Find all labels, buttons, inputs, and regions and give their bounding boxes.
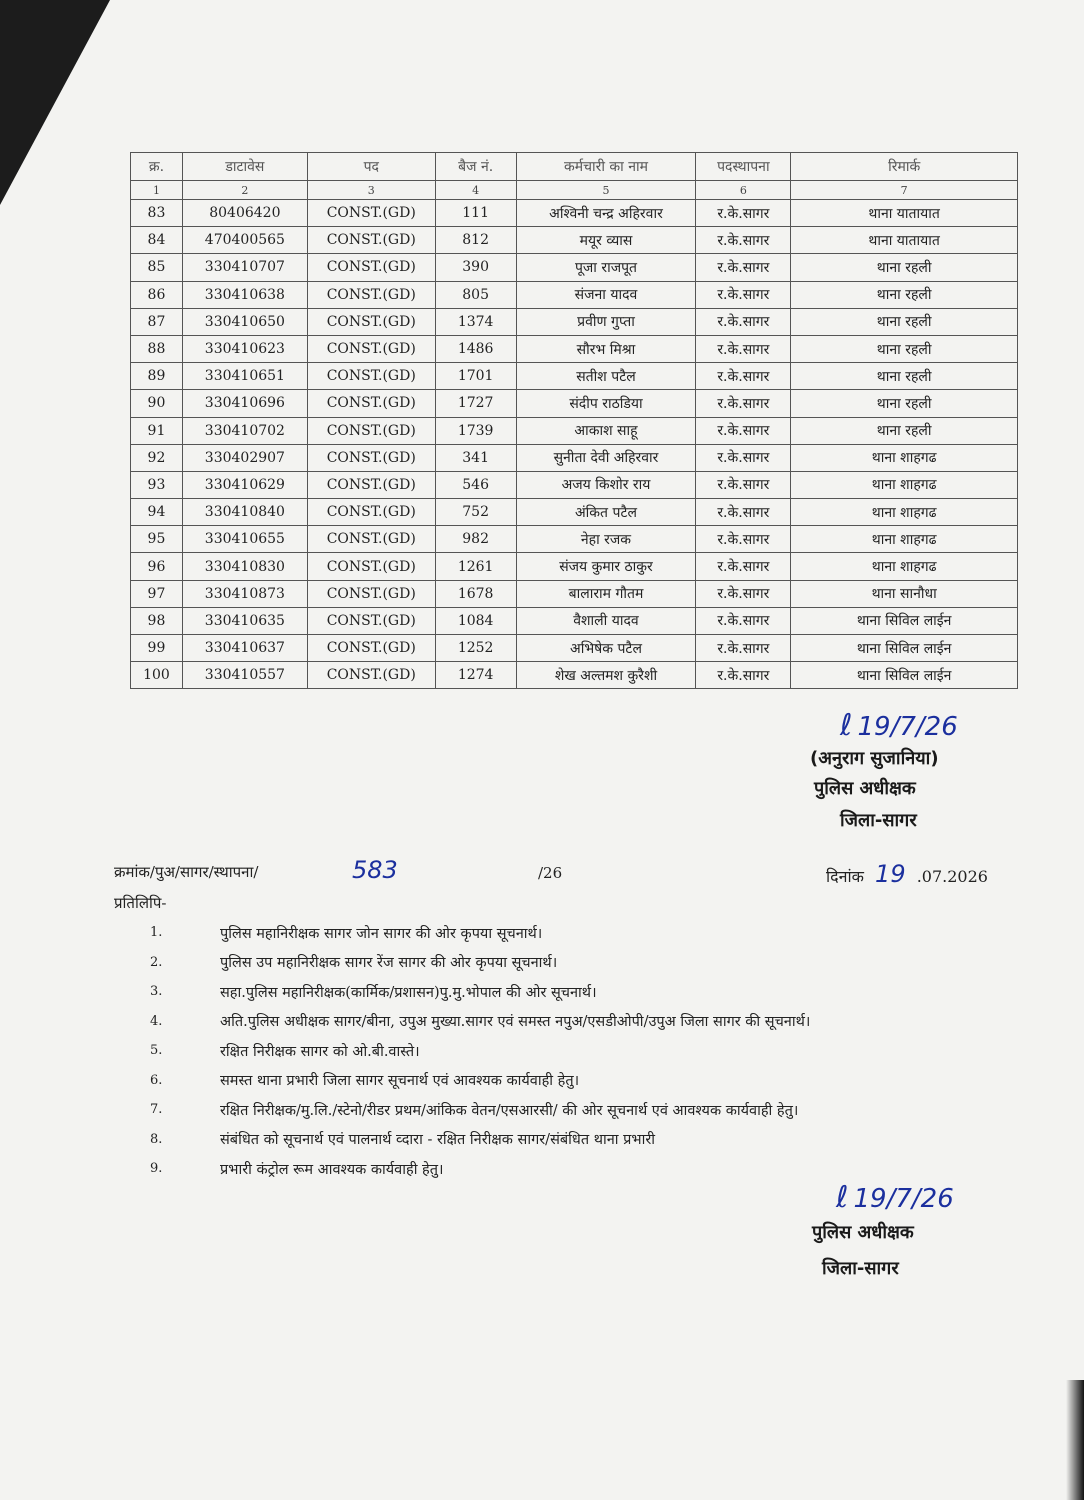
bottom-signature-initial: ℓ xyxy=(836,1180,849,1215)
cell-badge: 1261 xyxy=(435,553,516,580)
list-item-number: 3. xyxy=(150,984,163,1000)
list-item-number: 5. xyxy=(150,1043,163,1059)
cell-remark: थाना सिविल लाईन xyxy=(791,607,1018,634)
table-row xyxy=(131,200,1018,227)
cell-serial: 100 xyxy=(131,662,183,689)
cell-badge: 1701 xyxy=(435,363,516,390)
cell-serial: 84 xyxy=(131,227,183,254)
bottom-signature-block xyxy=(812,1180,1012,1280)
column-number: 1 xyxy=(131,181,183,200)
list-item-number: 8. xyxy=(150,1131,163,1147)
table-row xyxy=(131,417,1018,444)
cell-badge: 1486 xyxy=(435,335,516,362)
cell-name: अजय किशोर राय xyxy=(516,471,696,498)
signature-initial: ℓ xyxy=(840,708,853,743)
table-body xyxy=(131,200,1018,689)
cell-post: CONST.(GD) xyxy=(307,281,435,308)
cell-database: 330410637 xyxy=(182,635,307,662)
cell-serial: 93 xyxy=(131,471,183,498)
cell-database: 80406420 xyxy=(182,200,307,227)
table-header-row xyxy=(131,153,1018,181)
cell-posting: र.के.सागर xyxy=(696,607,791,634)
signatory-designation: पुलिस अधीक्षक xyxy=(814,778,916,799)
table-row xyxy=(131,553,1018,580)
signatory-name: (अनुराग सुजानिया) xyxy=(810,748,939,769)
cell-post: CONST.(GD) xyxy=(307,363,435,390)
cell-badge: 1084 xyxy=(435,607,516,634)
cell-posting: र.के.सागर xyxy=(696,444,791,471)
cell-posting: र.के.सागर xyxy=(696,200,791,227)
cell-serial: 90 xyxy=(131,390,183,417)
cell-posting: र.के.सागर xyxy=(696,417,791,444)
cell-post: CONST.(GD) xyxy=(307,227,435,254)
cell-name: संदीप राठडिया xyxy=(516,390,696,417)
cell-serial: 86 xyxy=(131,281,183,308)
cell-database: 330410655 xyxy=(182,526,307,553)
header-remark: रिमार्क xyxy=(791,153,1018,181)
table-row xyxy=(131,499,1018,526)
cell-database: 330410635 xyxy=(182,607,307,634)
cell-posting: र.के.सागर xyxy=(696,390,791,417)
cell-name: अभिषेक पटैल xyxy=(516,635,696,662)
cell-badge: 752 xyxy=(435,499,516,526)
cell-post: CONST.(GD) xyxy=(307,471,435,498)
list-item-number: 6. xyxy=(150,1072,163,1088)
cell-remark: थाना शाहगढ xyxy=(791,444,1018,471)
cell-remark: थाना शाहगढ xyxy=(791,526,1018,553)
cell-database: 330410840 xyxy=(182,499,307,526)
cell-post: CONST.(GD) xyxy=(307,335,435,362)
cell-posting: र.के.सागर xyxy=(696,308,791,335)
cell-badge: 812 xyxy=(435,227,516,254)
cell-post: CONST.(GD) xyxy=(307,390,435,417)
header-posting: पदस्थापना xyxy=(696,153,791,181)
cell-remark: थाना शाहगढ xyxy=(791,471,1018,498)
cell-posting: र.के.सागर xyxy=(696,281,791,308)
cell-post: CONST.(GD) xyxy=(307,662,435,689)
column-number-row xyxy=(131,181,1018,200)
page-corner-shadow xyxy=(0,0,110,205)
list-item-text: संबंधित को सूचनार्थ एवं पालनार्थ व्दारा - रक्षित निरीक्षक सागर/संबंधित थाना प्रभारी xyxy=(220,1132,656,1149)
list-item xyxy=(150,1125,810,1155)
list-item xyxy=(150,918,810,948)
bottom-designation: पुलिस अधीक्षक xyxy=(812,1222,914,1243)
cell-serial: 85 xyxy=(131,254,183,281)
list-item-number: 7. xyxy=(150,1102,163,1118)
cell-serial: 88 xyxy=(131,335,183,362)
cell-remark: थाना रहली xyxy=(791,281,1018,308)
list-item-text: अति.पुलिस अधीक्षक सागर/बीना, उपुअ मुख्या.सागर एवं समस्त नपुअ/एसडीओपी/उपुअ जिला सागर की सूचनार्थ। xyxy=(220,1014,811,1031)
cell-remark: थाना रहली xyxy=(791,254,1018,281)
cell-serial: 99 xyxy=(131,635,183,662)
cell-name: आकाश साहू xyxy=(516,417,696,444)
cell-remark: थाना सिविल लाईन xyxy=(791,635,1018,662)
table-row xyxy=(131,227,1018,254)
cell-database: 330410623 xyxy=(182,335,307,362)
cell-post: CONST.(GD) xyxy=(307,200,435,227)
cell-name: बालाराम गौतम xyxy=(516,580,696,607)
cell-post: CONST.(GD) xyxy=(307,254,435,281)
cell-database: 330410629 xyxy=(182,471,307,498)
date-day: 19 xyxy=(875,860,906,888)
cell-remark: थाना रहली xyxy=(791,363,1018,390)
cell-posting: र.के.सागर xyxy=(696,471,791,498)
table-row xyxy=(131,254,1018,281)
cell-serial: 89 xyxy=(131,363,183,390)
cell-database: 330410702 xyxy=(182,417,307,444)
cell-badge: 111 xyxy=(435,200,516,227)
cell-name: संजय कुमार ठाकुर xyxy=(516,553,696,580)
list-item-number: 9. xyxy=(150,1161,163,1177)
list-item-text: रक्षित निरीक्षक सागर को ओ.बी.वास्ते। xyxy=(220,1043,420,1060)
signature-date: 19/7/26 xyxy=(857,712,958,742)
cell-posting: र.के.सागर xyxy=(696,580,791,607)
bottom-district: जिला-सागर xyxy=(822,1258,899,1279)
list-item xyxy=(150,1066,810,1096)
cell-name: अंकित पटैल xyxy=(516,499,696,526)
cell-remark: थाना यातायात xyxy=(791,200,1018,227)
cell-serial: 92 xyxy=(131,444,183,471)
cell-post: CONST.(GD) xyxy=(307,580,435,607)
cell-serial: 83 xyxy=(131,200,183,227)
table-row xyxy=(131,444,1018,471)
cell-database: 330410830 xyxy=(182,553,307,580)
cell-remark: थाना रहली xyxy=(791,308,1018,335)
list-item-text: रक्षित निरीक्षक/मु.लि./स्टेनो/रीडर प्रथम/आंकिक वेतन/एसआरसी/ की ओर सूचनार्थ एवं आवश्यक कार्यवाही हेतु। xyxy=(220,1102,799,1119)
column-number: 3 xyxy=(307,181,435,200)
cell-database: 330410707 xyxy=(182,254,307,281)
table-row xyxy=(131,635,1018,662)
column-number: 6 xyxy=(696,181,791,200)
list-item-number: 2. xyxy=(150,954,163,970)
cell-posting: र.के.सागर xyxy=(696,227,791,254)
copy-to-list xyxy=(150,918,810,1184)
reference-year: /26 xyxy=(538,864,563,882)
cell-serial: 87 xyxy=(131,308,183,335)
cell-badge: 1374 xyxy=(435,308,516,335)
header-post: पद xyxy=(307,153,435,181)
cell-database: 330410873 xyxy=(182,580,307,607)
cell-name: नेहा रजक xyxy=(516,526,696,553)
table-row xyxy=(131,363,1018,390)
cell-serial: 94 xyxy=(131,499,183,526)
cell-remark: थाना सिविल लाईन xyxy=(791,662,1018,689)
cell-name: वैशाली यादव xyxy=(516,607,696,634)
list-item xyxy=(150,977,810,1007)
cell-database: 330402907 xyxy=(182,444,307,471)
cell-post: CONST.(GD) xyxy=(307,607,435,634)
cell-database: 330410651 xyxy=(182,363,307,390)
list-item-text: पुलिस उप महानिरीक्षक सागर रेंज सागर की ओर कृपया सूचनार्थ। xyxy=(220,955,558,972)
cell-post: CONST.(GD) xyxy=(307,444,435,471)
list-item-number: 4. xyxy=(150,1013,163,1029)
cell-posting: र.के.सागर xyxy=(696,335,791,362)
cell-badge: 1252 xyxy=(435,635,516,662)
cell-name: सतीश पटैल xyxy=(516,363,696,390)
cell-remark: थाना रहली xyxy=(791,390,1018,417)
cell-name: संजना यादव xyxy=(516,281,696,308)
table-row xyxy=(131,308,1018,335)
bottom-handwritten-signature xyxy=(812,1180,1012,1214)
cell-name: शेख अल्तमश कुरैशी xyxy=(516,662,696,689)
column-number: 2 xyxy=(182,181,307,200)
handwritten-signature xyxy=(810,708,1020,744)
cell-name: सौरभ मिश्रा xyxy=(516,335,696,362)
cell-posting: र.के.सागर xyxy=(696,499,791,526)
page-edge-shadow xyxy=(1066,1380,1084,1500)
cell-name: पूजा राजपूत xyxy=(516,254,696,281)
cell-badge: 546 xyxy=(435,471,516,498)
cell-database: 330410638 xyxy=(182,281,307,308)
list-item xyxy=(150,1095,810,1125)
bottom-signature-date: 19/7/26 xyxy=(853,1184,954,1214)
table-row xyxy=(131,335,1018,362)
cell-remark: थाना रहली xyxy=(791,335,1018,362)
cell-post: CONST.(GD) xyxy=(307,499,435,526)
list-item-text: पुलिस महानिरीक्षक सागर जोन सागर की ओर कृपया सूचनार्थ। xyxy=(220,925,543,942)
cell-badge: 390 xyxy=(435,254,516,281)
cell-posting: र.के.सागर xyxy=(696,526,791,553)
cell-posting: र.के.सागर xyxy=(696,363,791,390)
list-item xyxy=(150,1007,810,1037)
cell-post: CONST.(GD) xyxy=(307,553,435,580)
table-row xyxy=(131,580,1018,607)
list-item xyxy=(150,948,810,978)
cell-serial: 91 xyxy=(131,417,183,444)
table-row xyxy=(131,526,1018,553)
date-rest: .07.2026 xyxy=(916,867,988,886)
column-number: 4 xyxy=(435,181,516,200)
cell-badge: 1274 xyxy=(435,662,516,689)
cell-badge: 1727 xyxy=(435,390,516,417)
cell-database: 330410557 xyxy=(182,662,307,689)
cell-remark: थाना रहली xyxy=(791,417,1018,444)
cell-badge: 1739 xyxy=(435,417,516,444)
table-row xyxy=(131,281,1018,308)
cell-badge: 982 xyxy=(435,526,516,553)
cell-remark: थाना यातायात xyxy=(791,227,1018,254)
cell-serial: 95 xyxy=(131,526,183,553)
issue-date xyxy=(826,860,988,888)
table-row xyxy=(131,471,1018,498)
cell-remark: थाना शाहगढ xyxy=(791,499,1018,526)
table-row xyxy=(131,607,1018,634)
signatory-district: जिला-सागर xyxy=(840,810,917,831)
list-item xyxy=(150,1036,810,1066)
cell-database: 330410696 xyxy=(182,390,307,417)
cell-post: CONST.(GD) xyxy=(307,308,435,335)
reference-number: 583 xyxy=(352,856,398,884)
cell-serial: 98 xyxy=(131,607,183,634)
cell-posting: र.के.सागर xyxy=(696,662,791,689)
reference-label: क्रमांक/पुअ/सागर/स्थापना/ xyxy=(114,863,259,881)
staff-table xyxy=(130,152,1018,689)
cell-badge: 805 xyxy=(435,281,516,308)
cell-remark: थाना सानौधा xyxy=(791,580,1018,607)
cell-remark: थाना शाहगढ xyxy=(791,553,1018,580)
header-serial: क्र. xyxy=(131,153,183,181)
header-name: कर्मचारी का नाम xyxy=(516,153,696,181)
list-item-text: समस्त थाना प्रभारी जिला सागर सूचनार्थ एवं आवश्यक कार्यवाही हेतु। xyxy=(220,1073,580,1090)
cell-badge: 341 xyxy=(435,444,516,471)
table-row xyxy=(131,390,1018,417)
signature-block xyxy=(810,708,1020,832)
cell-name: अश्विनी चन्द्र अहिरवार xyxy=(516,200,696,227)
cell-post: CONST.(GD) xyxy=(307,635,435,662)
cell-badge: 1678 xyxy=(435,580,516,607)
cell-posting: र.के.सागर xyxy=(696,254,791,281)
cell-database: 330410650 xyxy=(182,308,307,335)
list-item-number: 1. xyxy=(150,925,163,941)
cell-post: CONST.(GD) xyxy=(307,417,435,444)
date-label: दिनांक xyxy=(826,867,864,886)
header-database: डाटावेस xyxy=(182,153,307,181)
cell-database: 470400565 xyxy=(182,227,307,254)
header-badge: बैज नं. xyxy=(435,153,516,181)
list-item xyxy=(150,1154,810,1184)
cell-name: मयूर व्यास xyxy=(516,227,696,254)
list-item-text: प्रभारी कंट्रोल रूम आवश्यक कार्यवाही हेतु। xyxy=(220,1161,444,1178)
column-number: 5 xyxy=(516,181,696,200)
cell-post: CONST.(GD) xyxy=(307,526,435,553)
list-item-text: सहा.पुलिस महानिरीक्षक(कार्मिक/प्रशासन)पु.मु.भोपाल की ओर सूचनार्थ। xyxy=(220,984,597,1001)
table-row xyxy=(131,662,1018,689)
cell-serial: 97 xyxy=(131,580,183,607)
cell-name: सुनीता देवी अहिरवार xyxy=(516,444,696,471)
cell-name: प्रवीण गुप्ता xyxy=(516,308,696,335)
column-number: 7 xyxy=(791,181,1018,200)
cell-posting: र.के.सागर xyxy=(696,635,791,662)
cell-serial: 96 xyxy=(131,553,183,580)
cell-posting: र.के.सागर xyxy=(696,553,791,580)
copy-to-label: प्रतिलिपि- xyxy=(114,894,167,912)
